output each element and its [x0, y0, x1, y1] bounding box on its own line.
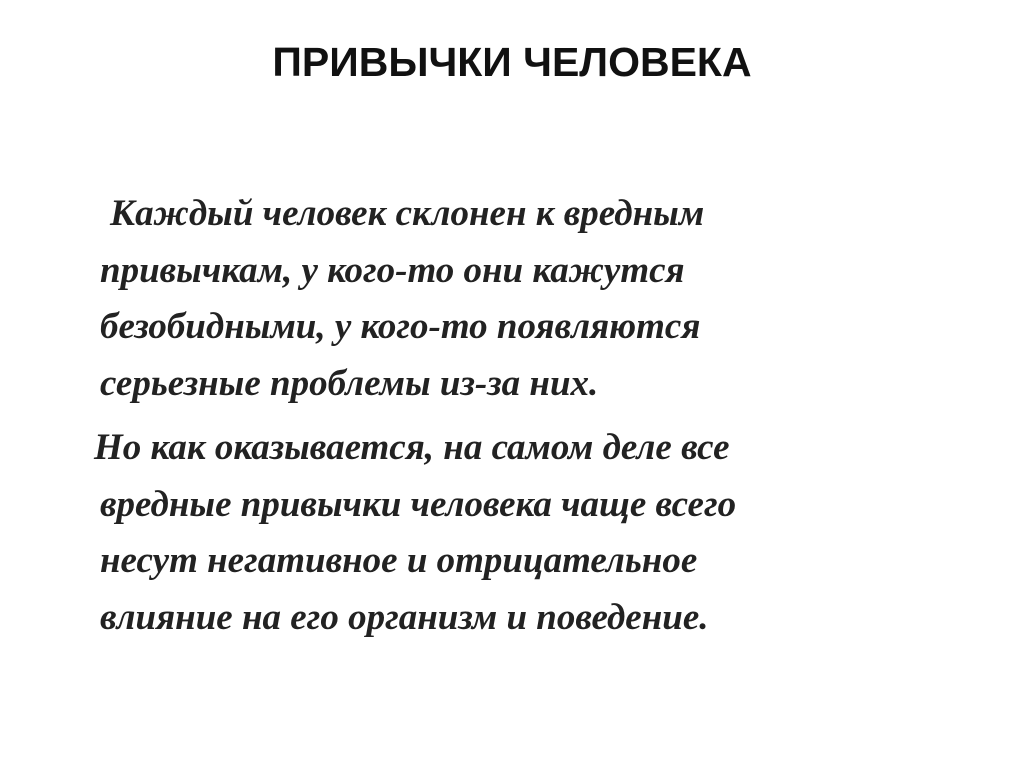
- paragraph-2-line-4: влияние на его организм и поведение.: [100, 596, 709, 638]
- paragraph-2-line-1: Но как оказывается, на самом деле все: [94, 427, 730, 468]
- paragraph-1-line-2: привычкам, у кого-то они кажутся: [100, 249, 685, 291]
- paragraph-2-line-3: несут негативное и отрицательное: [100, 540, 698, 581]
- paragraph-2-line-2: вредные привычки человека чаще всего: [100, 483, 737, 525]
- paragraph-1: [90, 186, 940, 412]
- slide-body: [90, 186, 940, 646]
- paragraph-1-line-3: безобидными, у кого-то появляются: [100, 306, 701, 347]
- paragraph-2: [90, 420, 940, 646]
- paragraph-1-line-1: Каждый человек склонен к вредным: [110, 193, 705, 234]
- paragraph-1-line-4: серьезные проблемы из-за них.: [100, 362, 599, 404]
- slide-title: ПРИВЫЧКИ ЧЕЛОВЕКА: [272, 39, 752, 85]
